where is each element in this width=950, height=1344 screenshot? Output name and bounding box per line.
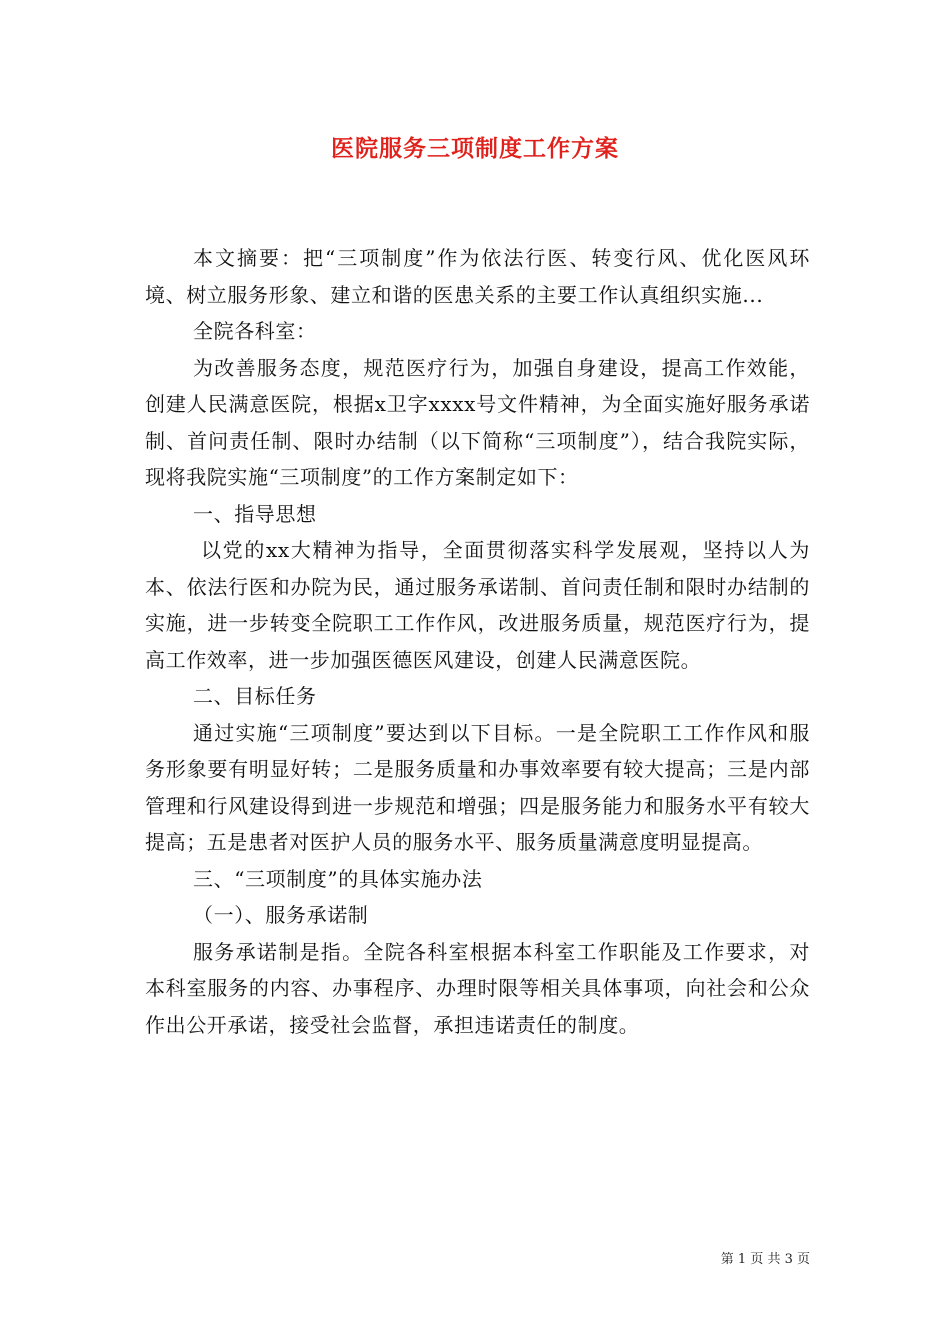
document-title: 医院服务三项制度工作方案 <box>331 135 619 162</box>
service-commitment-paragraph: 服务承诺制是指。全院各科室根据本科室工作职能及工作要求，对本科室服务的内容、办事程序、办理时限等相关具体事项，向社会和公众作出公开承诺，接受社会监督，承担违诺责任的制度。 <box>145 939 810 1037</box>
section-heading-1: 一、指导思想 <box>193 501 317 526</box>
page-number: 第 1 页 共 3 页 <box>720 1252 810 1267</box>
subsection-heading-1: （一）、服务承诺制 <box>193 903 369 927</box>
document-body <box>145 240 810 1043</box>
intro-paragraph: 为改善服务态度，规范医疗行为，加强自身建设，提高工作效能，创建人民满意医院，根据x卫字xxxx号文件精神，为全面实施好服务承诺制、首问责任制、限时办结制（以下简称“三项制度”），结合我院实际，现将我院实施“三项制度”的工作方案制定如下： <box>145 355 810 489</box>
salutation: 全院各科室： <box>193 319 317 343</box>
abstract-paragraph: 本文摘要：把“三项制度”作为依法行医、转变行风、优化医风环境、树立服务形象、建立和谐的医患关系的主要工作认真组织实施... <box>145 246 810 307</box>
section-heading-3: 三、“三项制度”的具体实施办法 <box>193 866 483 891</box>
guiding-thought-paragraph: 以党的xx大精神为指导，全面贯彻落实科学发展观，坚持以人为本、依法行医和办院为民，通过服务承诺制、首问责任制和限时办结制的实施，进一步转变全院职工工作作风，改进服务质量，规范医疗行为，提高工作效率，进一步加强医德医风建设，创建人民满意医院。 <box>145 538 810 672</box>
section-heading-2: 二、目标任务 <box>193 684 317 708</box>
goals-paragraph: 通过实施“三项制度”要达到以下目标。一是全院职工工作作风和服务形象要有明显好转；二是服务质量和办事效率要有较大提高；三是内部管理和行风建设得到进一步规范和增强；四是服务能力和服务水平有较大提高；五是患者对医护人员的服务水平、服务质量满意度明显提高。 <box>145 720 810 854</box>
